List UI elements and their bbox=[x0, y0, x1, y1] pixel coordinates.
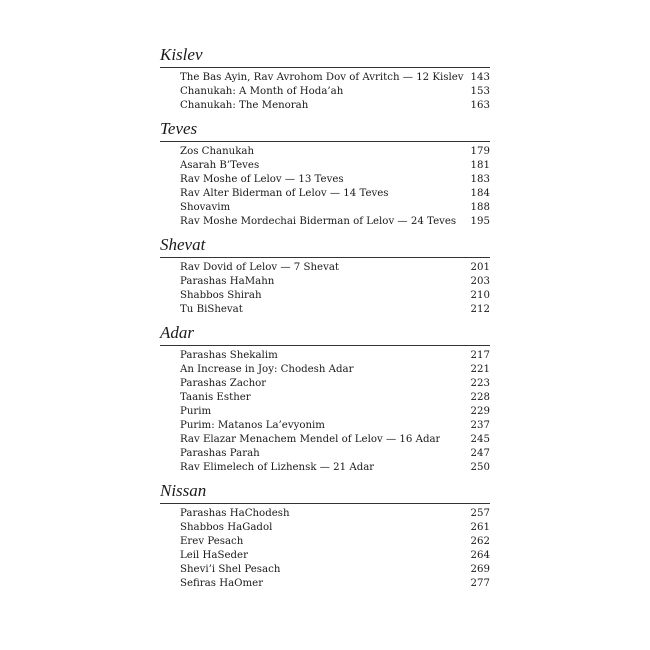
table-of-contents bbox=[160, 45, 490, 597]
toc-section bbox=[160, 119, 490, 229]
entry-page-number: 210 bbox=[470, 290, 490, 301]
entry-page-number: 184 bbox=[470, 188, 490, 199]
entry-title: Rav Elimelech of Lizhensk — 21 Adar bbox=[180, 462, 375, 473]
entry-page-number: 277 bbox=[470, 578, 490, 589]
entry-page-number: 229 bbox=[470, 406, 490, 417]
toc-entry[interactable] bbox=[180, 215, 490, 229]
entry-title: Shevi’i Shel Pesach bbox=[180, 564, 281, 575]
entry-title: Asarah B’Teves bbox=[180, 160, 260, 171]
toc-section bbox=[160, 481, 490, 591]
entry-title: Shabbos HaGadol bbox=[180, 522, 273, 533]
toc-section bbox=[160, 323, 490, 475]
toc-section bbox=[160, 45, 490, 113]
entry-page-number: 212 bbox=[470, 304, 490, 315]
section-divider bbox=[160, 345, 490, 346]
toc-entry[interactable] bbox=[180, 461, 490, 475]
toc-entry[interactable] bbox=[180, 159, 490, 173]
section-entries bbox=[180, 261, 490, 317]
toc-entry[interactable] bbox=[180, 549, 490, 563]
entry-title: Taanis Esther bbox=[180, 392, 251, 403]
entry-title: Erev Pesach bbox=[180, 536, 244, 547]
toc-entry[interactable] bbox=[180, 99, 490, 113]
section-entries bbox=[180, 507, 490, 591]
toc-entry[interactable] bbox=[180, 377, 490, 391]
entry-title: Rav Elazar Menachem Mendel of Lelov — 16 Adar bbox=[180, 434, 441, 445]
entry-page-number: 195 bbox=[470, 216, 490, 227]
entry-page-number: 261 bbox=[470, 522, 490, 533]
section-entries bbox=[180, 71, 490, 113]
toc-entry[interactable] bbox=[180, 521, 490, 535]
entry-page-number: 183 bbox=[470, 174, 490, 185]
entry-title: Chanukah: A Month of Hoda’ah bbox=[180, 86, 344, 97]
entry-page-number: 223 bbox=[470, 378, 490, 389]
entry-title: Purim bbox=[180, 406, 212, 417]
toc-section bbox=[160, 235, 490, 317]
section-title: Nissan bbox=[160, 481, 207, 500]
toc-entry[interactable] bbox=[180, 349, 490, 363]
entry-page-number: 269 bbox=[470, 564, 490, 575]
entry-page-number: 257 bbox=[470, 508, 490, 519]
entry-title: Parashas HaMahn bbox=[180, 276, 275, 287]
toc-entry[interactable] bbox=[180, 535, 490, 549]
entry-page-number: 237 bbox=[470, 420, 490, 431]
toc-entry[interactable] bbox=[180, 507, 490, 521]
entry-title: Parashas Shekalim bbox=[180, 350, 278, 361]
entry-title: Parashas HaChodesh bbox=[180, 508, 290, 519]
toc-entry[interactable] bbox=[180, 85, 490, 99]
entry-title: Chanukah: The Menorah bbox=[180, 100, 309, 111]
toc-entry[interactable] bbox=[180, 405, 490, 419]
section-divider bbox=[160, 67, 490, 68]
toc-entry[interactable] bbox=[180, 187, 490, 201]
toc-entry[interactable] bbox=[180, 303, 490, 317]
entry-page-number: 188 bbox=[470, 202, 490, 213]
entry-title: Purim: Matanos La’evyonim bbox=[180, 420, 325, 431]
toc-entry[interactable] bbox=[180, 447, 490, 461]
toc-entry[interactable] bbox=[180, 71, 490, 85]
entry-page-number: 221 bbox=[470, 364, 490, 375]
toc-entry[interactable] bbox=[180, 275, 490, 289]
section-entries bbox=[180, 349, 490, 475]
entry-page-number: 262 bbox=[470, 536, 490, 547]
entry-title: The Bas Ayin, Rav Avrohom Dov of Avritch — 12 Kislev bbox=[180, 72, 464, 83]
entry-title: Rav Moshe of Lelov — 13 Teves bbox=[180, 174, 344, 185]
toc-entry[interactable] bbox=[180, 363, 490, 377]
entry-title: Rav Dovid of Lelov — 7 Shevat bbox=[180, 262, 340, 273]
entry-page-number: 228 bbox=[470, 392, 490, 403]
toc-entry[interactable] bbox=[180, 433, 490, 447]
toc-entry[interactable] bbox=[180, 173, 490, 187]
entry-title: Shovavim bbox=[180, 202, 231, 213]
toc-entry[interactable] bbox=[180, 391, 490, 405]
toc-entry[interactable] bbox=[180, 201, 490, 215]
entry-page-number: 245 bbox=[470, 434, 490, 445]
section-divider bbox=[160, 503, 490, 504]
entry-title: Rav Alter Biderman of Lelov — 14 Teves bbox=[180, 188, 389, 199]
entry-title: Leil HaSeder bbox=[180, 550, 248, 561]
entry-title: Sefiras HaOmer bbox=[180, 578, 264, 589]
entry-page-number: 143 bbox=[470, 72, 490, 83]
entry-title: Rav Moshe Mordechai Biderman of Lelov — 24 Teves bbox=[180, 216, 457, 227]
entry-title: Zos Chanukah bbox=[180, 146, 255, 157]
toc-entry[interactable] bbox=[180, 145, 490, 159]
section-title: Kislev bbox=[160, 45, 203, 64]
toc-entry[interactable] bbox=[180, 419, 490, 433]
entry-title: An Increase in Joy: Chodesh Adar bbox=[180, 364, 354, 375]
section-title: Shevat bbox=[160, 235, 206, 254]
entry-page-number: 203 bbox=[470, 276, 490, 287]
entry-page-number: 181 bbox=[470, 160, 490, 171]
entry-page-number: 264 bbox=[470, 550, 490, 561]
section-title: Adar bbox=[160, 323, 194, 342]
entry-page-number: 217 bbox=[470, 350, 490, 361]
section-divider bbox=[160, 257, 490, 258]
toc-entry[interactable] bbox=[180, 289, 490, 303]
entry-page-number: 201 bbox=[470, 262, 490, 273]
entry-page-number: 153 bbox=[470, 86, 490, 97]
toc-entry[interactable] bbox=[180, 261, 490, 275]
entry-page-number: 179 bbox=[470, 146, 490, 157]
entry-title: Tu BiShevat bbox=[180, 304, 243, 315]
section-divider bbox=[160, 141, 490, 142]
entry-title: Shabbos Shirah bbox=[180, 290, 262, 301]
section-entries bbox=[180, 145, 490, 229]
section-title: Teves bbox=[160, 119, 198, 138]
entry-page-number: 247 bbox=[470, 448, 490, 459]
entry-title: Parashas Parah bbox=[180, 448, 260, 459]
toc-entry[interactable] bbox=[180, 563, 490, 577]
toc-entry[interactable] bbox=[180, 577, 490, 591]
entry-page-number: 163 bbox=[470, 100, 490, 111]
entry-title: Parashas Zachor bbox=[180, 378, 267, 389]
entry-page-number: 250 bbox=[470, 462, 490, 473]
